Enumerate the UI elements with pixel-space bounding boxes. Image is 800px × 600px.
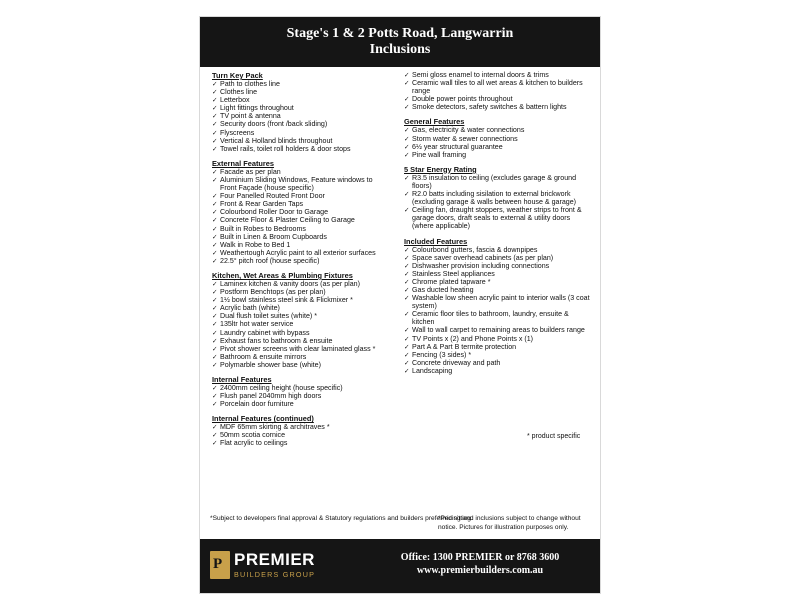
disclaimer-pricing: *Pricing and inclusions subject to change without notice. Pictures for illustration purposes only. [438,515,581,531]
inclusion-item: ✓ Walk in Robe to Bed 1 [212,241,390,249]
inclusion-list [212,384,390,408]
inclusion-item: ✓ Chrome plated tapware * [404,278,590,286]
inclusion-item: ✓ Colourbond gutters, fascia & downpipes [404,246,590,254]
inclusions-sheet [199,16,601,594]
inclusion-item: ✓ 135ltr hot water service [212,320,390,328]
inclusion-item: ✓ Security doors (front /back sliding) [212,120,390,128]
inclusion-section [404,71,590,111]
inclusion-item: ✓ Concrete driveway and path [404,359,590,367]
inclusion-item: ✓ Vertical & Holland blinds throughout [212,137,390,145]
premier-logo [210,550,320,582]
inclusion-item: ✓ Flyscreens [212,129,390,137]
inclusion-item: ✓ Gas, electricity & water connections [404,126,590,134]
inclusion-item: ✓ Pine wall framing [404,151,590,159]
inclusion-list [404,126,590,158]
title-banner [200,17,600,67]
inclusion-item: ✓ Washable low sheen acrylic paint to interior walls (3 coat system) [404,294,590,310]
inclusion-item: ✓ Wall to wall carpet to remaining areas to builders range [404,326,590,334]
inclusion-section [212,375,390,408]
inclusion-item: ✓ 2400mm ceiling height (house specific) [212,384,390,392]
inclusion-item: ✓ Letterbox [212,96,390,104]
section-heading: General Features [404,117,465,127]
inclusion-section [212,71,390,153]
product-specific-note: * product specific [527,433,581,440]
inclusion-item: ✓ R3.5 insulation to ceiling (excludes garage & ground floors) [404,174,590,190]
inclusion-item: ✓ Double power points throughout [404,95,590,103]
inclusion-item: ✓ TV point & antenna [212,112,390,120]
inclusion-item: ✓ Built in Robes to Bedrooms [212,225,390,233]
inclusion-list [212,280,390,369]
inclusion-section [404,237,590,376]
inclusion-item: ✓ Gas ducted heating [404,286,590,294]
inclusion-item: ✓ Ceramic wall tiles to all wet areas & kitchen to builders range [404,79,590,95]
inclusion-section [212,271,390,369]
section-heading: External Features [212,158,275,168]
inclusion-item: ✓ 22.5° pitch roof (house specific) [212,257,390,265]
inclusion-item: ✓ Flush panel 2040mm high doors [212,392,390,400]
inclusion-item: ✓ Porcelain door furniture [212,400,390,408]
inclusion-item: ✓ Landscaping [404,367,590,375]
inclusion-item: ✓ Storm water & sewer connections [404,135,590,143]
inclusion-item: ✓ Pivot shower screens with clear laminated glass * [212,345,390,353]
inclusion-item: ✓ Facade as per plan [212,168,390,176]
inclusion-section [404,165,590,231]
inclusion-item: ✓ Semi gloss enamel to internal doors & trims [404,71,590,79]
inclusion-item: ✓ Dual flush toilet suites (white) * [212,312,390,320]
section-heading: Internal Features (continued) [212,414,314,424]
inclusion-item: ✓ Postform Benchtops (as per plan) [212,288,390,296]
inclusion-item: ✓ Path to clothes line [212,80,390,88]
section-heading: Internal Features [212,375,272,384]
inclusion-item: ✓ R2.0 batts including sisilation to external brickwork (excluding garage & walls between house & garage) [404,190,590,206]
disclaimer-approval: *Subject to developers final approval & Statutory regulations and builders preferred sitting. [210,515,473,522]
inclusion-item: ✓ Smoke detectors, safety switches & battern lights [404,103,590,111]
inclusion-item: ✓ Four Panelled Routed Front Door [212,192,390,200]
section-heading: Kitchen, Wet Areas & Plumbing Fixtures [212,270,353,280]
inclusion-item: ✓ Weathertough Acrylic paint to all exterior surfaces [212,249,390,257]
inclusion-item: ✓ TV Points x (2) and Phone Points x (1) [404,335,590,343]
inclusion-item: ✓ Ceiling fan, draught stoppers, weather strips to front & garage doors, draft seals to external & utility doors (where applicable) [404,206,590,230]
inclusion-item: ✓ 1½ bowl stainless steel sink & Flickmixer * [212,296,390,304]
inclusion-item: ✓ Built in Linen & Broom Cupboards [212,233,390,241]
inclusion-item: ✓ 6½ year structural guarantee [404,143,590,151]
page-title: Stage's 1 & 2 Potts Road, Langwarrin [286,26,514,41]
footer-banner [200,539,600,593]
inclusion-item: ✓ Acrylic bath (white) [212,304,390,312]
inclusion-item: ✓ Clothes line [212,88,390,96]
disclaimer [210,515,590,531]
inclusion-list [404,71,590,111]
logo-mark-letter: P [213,556,223,572]
inclusion-item: ✓ Space saver overhead cabinets (as per plan) [404,254,590,262]
inclusion-item: ✓ Bathroom & ensuite mirrors [212,353,390,361]
inclusion-item: ✓ Exhaust fans to bathroom & ensuite [212,337,390,345]
inclusion-item: ✓ Front & Rear Garden Taps [212,200,390,208]
inclusion-item: ✓ Polymarble shower base (white) [212,361,390,369]
inclusion-item: ✓ Aluminium Sliding Windows, Feature windows to Front Façade (house specific) [212,176,390,192]
inclusion-item: ✓ 50mm scotia cornice [212,431,390,439]
website-link[interactable]: www.premierbuilders.com.au [416,565,544,576]
inclusion-section [404,117,590,158]
inclusion-item: ✓ MDF 65mm skirting & architraves * [212,423,390,431]
inclusion-list [212,80,390,153]
inclusion-list [212,423,390,447]
inclusion-item: ✓ Concrete Floor & Plaster Ceiling to Garage [212,216,390,224]
inclusion-item: ✓ Towel rails, toilet roll holders & door stops [212,145,390,153]
inclusion-item: ✓ Light fittings throughout [212,104,390,112]
inclusion-list [404,246,590,376]
logo-mark-icon [210,551,230,579]
page-subtitle: Inclusions [369,42,431,57]
inclusion-item: ✓ Laminex kitchen & vanity doors (as per plan) [212,280,390,288]
inclusion-section [212,159,390,265]
logo-name: PREMIER [234,550,315,569]
contact-block [370,551,590,577]
section-heading: Included Features [404,236,468,246]
logo-subtitle: BUILDERS GROUP [234,570,316,579]
inclusion-item: ✓ Part A & Part B termite protection [404,343,590,351]
inclusion-item: ✓ Fencing (3 sides) * [404,351,590,359]
right-column [404,71,590,381]
inclusion-item: ✓ Ceramic floor tiles to bathroom, laundry, ensuite & kitchen [404,310,590,326]
section-heading: 5 Star Energy Rating [404,164,477,174]
left-column [212,71,390,454]
inclusion-list [212,168,390,265]
inclusion-section [212,414,390,447]
inclusion-item: ✓ Dishwasher provision including connections [404,262,590,270]
inclusion-item: ✓ Stainless Steel appliances [404,270,590,278]
office-phone: Office: 1300 PREMIER or 8768 3600 [400,552,560,563]
inclusion-list [404,174,590,231]
inclusion-item: ✓ Laundry cabinet with bypass [212,329,390,337]
section-heading: Turn Key Pack [212,71,263,80]
inclusion-item: ✓ Flat acrylic to ceilings [212,439,390,447]
inclusion-item: ✓ Colourbond Roller Door to Garage [212,208,390,216]
